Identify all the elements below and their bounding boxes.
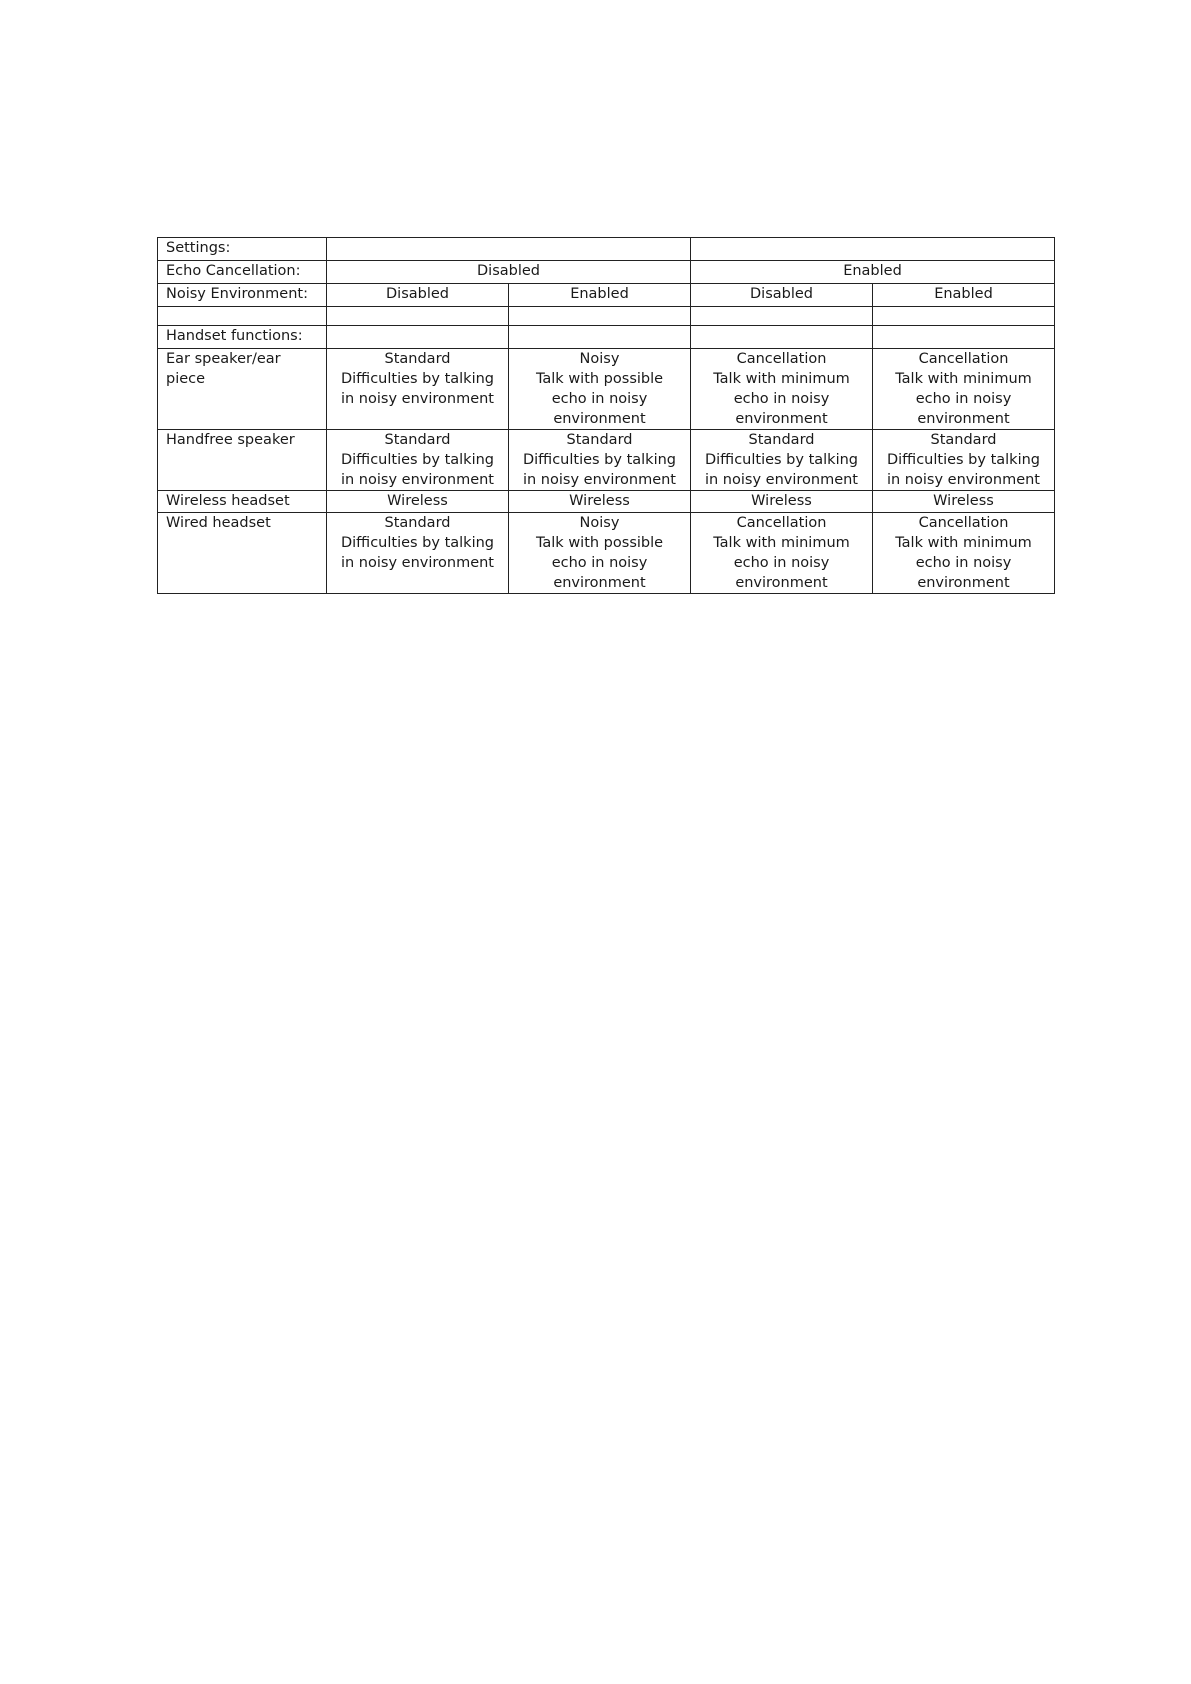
- table-cell: [691, 349, 873, 430]
- cell-description: Difficulties by talking in noisy environment: [522, 452, 676, 488]
- cell-description: Difficulties by talking in noisy environment: [340, 535, 494, 571]
- table-cell: [327, 491, 509, 513]
- cell-title: Standard: [384, 432, 451, 448]
- table-cell: [873, 349, 1055, 430]
- table-row-ear-speaker: [158, 349, 1055, 430]
- cell-description: Talk with minimum echo in noisy environment: [895, 371, 1032, 427]
- noisy-col-header: Disabled: [327, 284, 509, 307]
- settings-table: [157, 237, 1055, 594]
- cell-title: Cancellation: [736, 515, 827, 531]
- settings-empty-cell-left: [327, 238, 691, 261]
- echo-disabled-header: Disabled: [327, 261, 691, 284]
- table-row-handfree-speaker: [158, 430, 1055, 491]
- cell-title: Cancellation: [736, 351, 827, 367]
- cell-title: Cancellation: [918, 351, 1009, 367]
- blank-cell: [691, 326, 873, 349]
- table-cell: [509, 430, 691, 491]
- blank-cell: [158, 307, 327, 326]
- table-row-echo-cancellation: [158, 261, 1055, 284]
- table-row-noisy-environment: [158, 284, 1055, 307]
- table-cell: [691, 513, 873, 594]
- table-row-wireless-headset: [158, 491, 1055, 513]
- table-cell: [691, 430, 873, 491]
- cell-description: Talk with possible echo in noisy environment: [535, 371, 664, 427]
- settings-empty-cell-right: [691, 238, 1055, 261]
- cell-title: Wireless: [933, 493, 994, 509]
- row-label: Wireless headset: [158, 491, 327, 513]
- table-row-handset-functions: [158, 326, 1055, 349]
- echo-enabled-header: Enabled: [691, 261, 1055, 284]
- table-cell: [873, 491, 1055, 513]
- cell-description: Difficulties by talking in noisy environment: [886, 452, 1040, 488]
- table-cell: [873, 430, 1055, 491]
- noisy-col-header: Enabled: [873, 284, 1055, 307]
- cell-title: Wireless: [751, 493, 812, 509]
- table-cell: [327, 430, 509, 491]
- cell-description: Difficulties by talking in noisy environment: [340, 371, 494, 407]
- row-label: Wired headset: [158, 513, 327, 594]
- table-cell: [691, 491, 873, 513]
- table-cell: [509, 513, 691, 594]
- table-cell: [509, 491, 691, 513]
- row-label: Handfree speaker: [158, 430, 327, 491]
- table-cell: [873, 513, 1055, 594]
- noisy-environment-label: Noisy Environment:: [158, 284, 327, 307]
- blank-cell: [509, 307, 691, 326]
- table-cell: [327, 513, 509, 594]
- noisy-col-header: Disabled: [691, 284, 873, 307]
- cell-description: Talk with possible echo in noisy environment: [535, 535, 664, 591]
- cell-title: Standard: [748, 432, 815, 448]
- table-cell: [509, 349, 691, 430]
- cell-title: Standard: [566, 432, 633, 448]
- cell-title: Wireless: [387, 493, 448, 509]
- cell-description: Talk with minimum echo in noisy environment: [713, 371, 850, 427]
- cell-title: Standard: [384, 515, 451, 531]
- cell-title: Cancellation: [918, 515, 1009, 531]
- blank-cell: [873, 307, 1055, 326]
- blank-cell: [509, 326, 691, 349]
- table-row-wired-headset: [158, 513, 1055, 594]
- settings-label: Settings:: [158, 238, 327, 261]
- table-row-blank: [158, 307, 1055, 326]
- cell-title: Standard: [384, 351, 451, 367]
- cell-title: Wireless: [569, 493, 630, 509]
- handset-functions-label: Handset functions:: [158, 326, 327, 349]
- noisy-col-header: Enabled: [509, 284, 691, 307]
- cell-title: Noisy: [579, 515, 620, 531]
- cell-title: Standard: [930, 432, 997, 448]
- blank-cell: [327, 326, 509, 349]
- blank-cell: [691, 307, 873, 326]
- row-label: Ear speaker/ear piece: [158, 349, 327, 430]
- cell-description: Difficulties by talking in noisy environment: [340, 452, 494, 488]
- table-cell: [327, 349, 509, 430]
- cell-description: Talk with minimum echo in noisy environment: [895, 535, 1032, 591]
- cell-description: Talk with minimum echo in noisy environment: [713, 535, 850, 591]
- echo-cancellation-label: Echo Cancellation:: [158, 261, 327, 284]
- blank-cell: [327, 307, 509, 326]
- blank-cell: [873, 326, 1055, 349]
- cell-description: Difficulties by talking in noisy environment: [704, 452, 858, 488]
- cell-title: Noisy: [579, 351, 620, 367]
- table-row-settings: [158, 238, 1055, 261]
